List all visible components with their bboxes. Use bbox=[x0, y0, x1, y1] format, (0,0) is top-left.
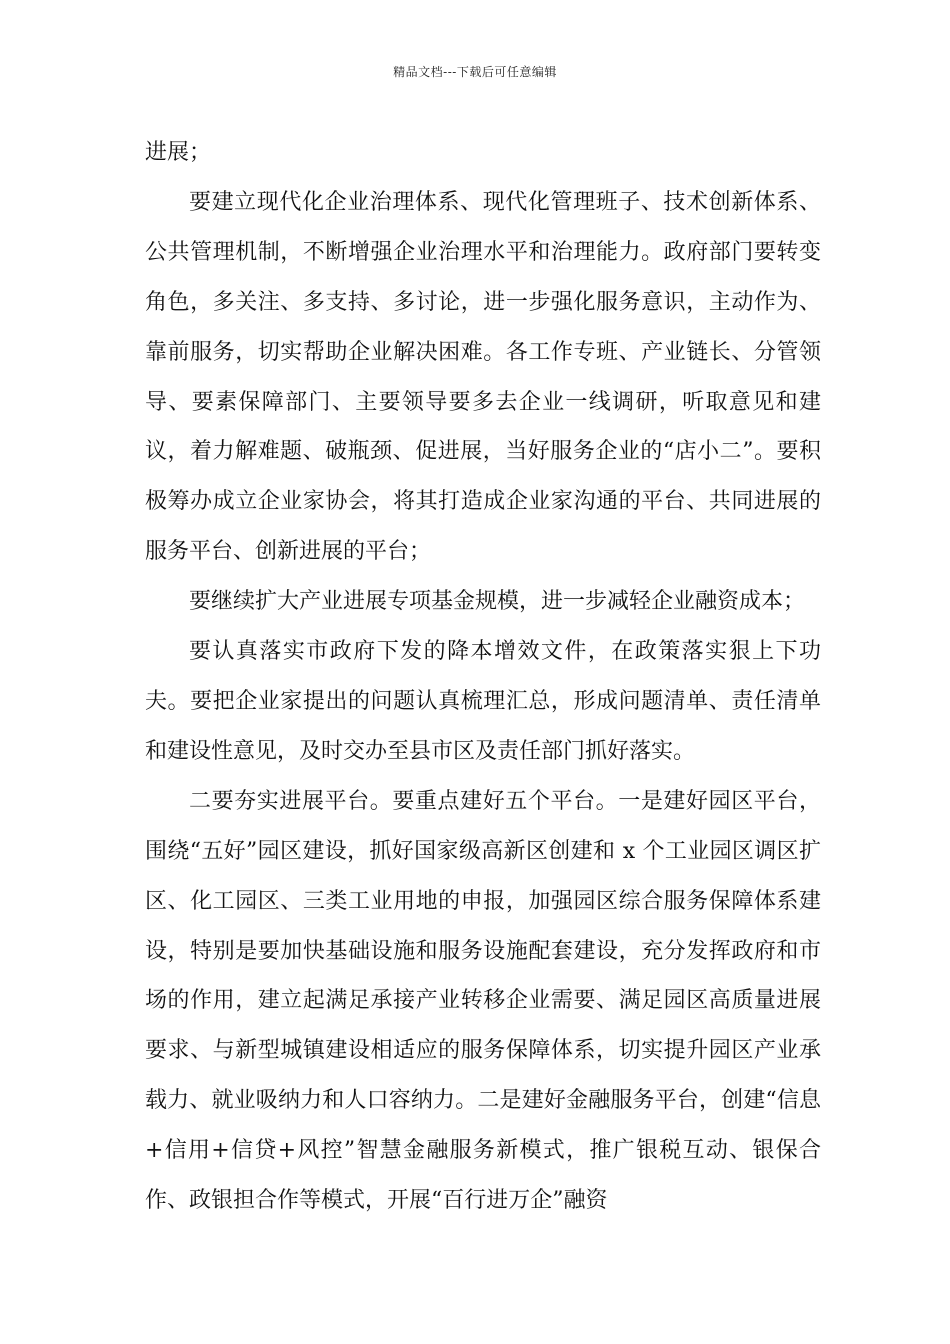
paragraph-2: 要建立现代化企业治理体系、现代化管理班子、技术创新体系、公共管理机制，不断增强企业治理水平和治理能力。政府部门要转变角色，多关注、多支持、多讨论，进一步强化服务意识，主动作为、靠前服务，切实帮助企业解决困难。各工作专班、产业链长、分管领导、要素保障部门、主要领导要多去企业一线调研，听取意见和建议，着力解难题、破瓶颈、促进展，当好服务企业的“店小二”。要积极筹办成立企业家协会，将其打造成企业家沟通的平台、共同进展的服务平台、创新进展的平台； bbox=[145, 189, 821, 565]
document-body bbox=[145, 128, 821, 1226]
paragraph-5: 二要夯实进展平台。要重点建好五个平台。一是建好园区平台，围绕“五好”园区建设，抓好国家级高新区创建和 x 个工业园区调区扩区、化工园区、三类工业用地的申报，加强园区综合服务保障体系建设，特别是要加快基础设施和服务设施配套建设，充分发挥政府和市场的作用，建立起满足承接产业转移企业需要、满足园区高质量进展要求、与新型城镇建设相适应的服务保障体系，切实提升园区产业承载力、就业吸纳力和人口容纳力。二是建好金融服务平台，创建“信息+信用+信贷+风控”智慧金融服务新模式，推广银税互动、银保合作、政银担合作等模式，开展“百行进万企”融资 bbox=[145, 788, 821, 1214]
paragraph-1: 进展； bbox=[145, 140, 212, 165]
paragraph-3: 要继续扩大产业进展专项基金规模，进一步减轻企业融资成本； bbox=[189, 589, 806, 615]
paragraph-4: 要认真落实市政府下发的降本增效文件，在政策落实狠上下功夫。要把企业家提出的问题认真梳理汇总，形成问题清单、责任清单和建设性意见，及时交办至县市区及责任部门抓好落实。 bbox=[145, 639, 821, 764]
page-header: 精品文档---下载后可任意编辑 bbox=[393, 65, 557, 79]
